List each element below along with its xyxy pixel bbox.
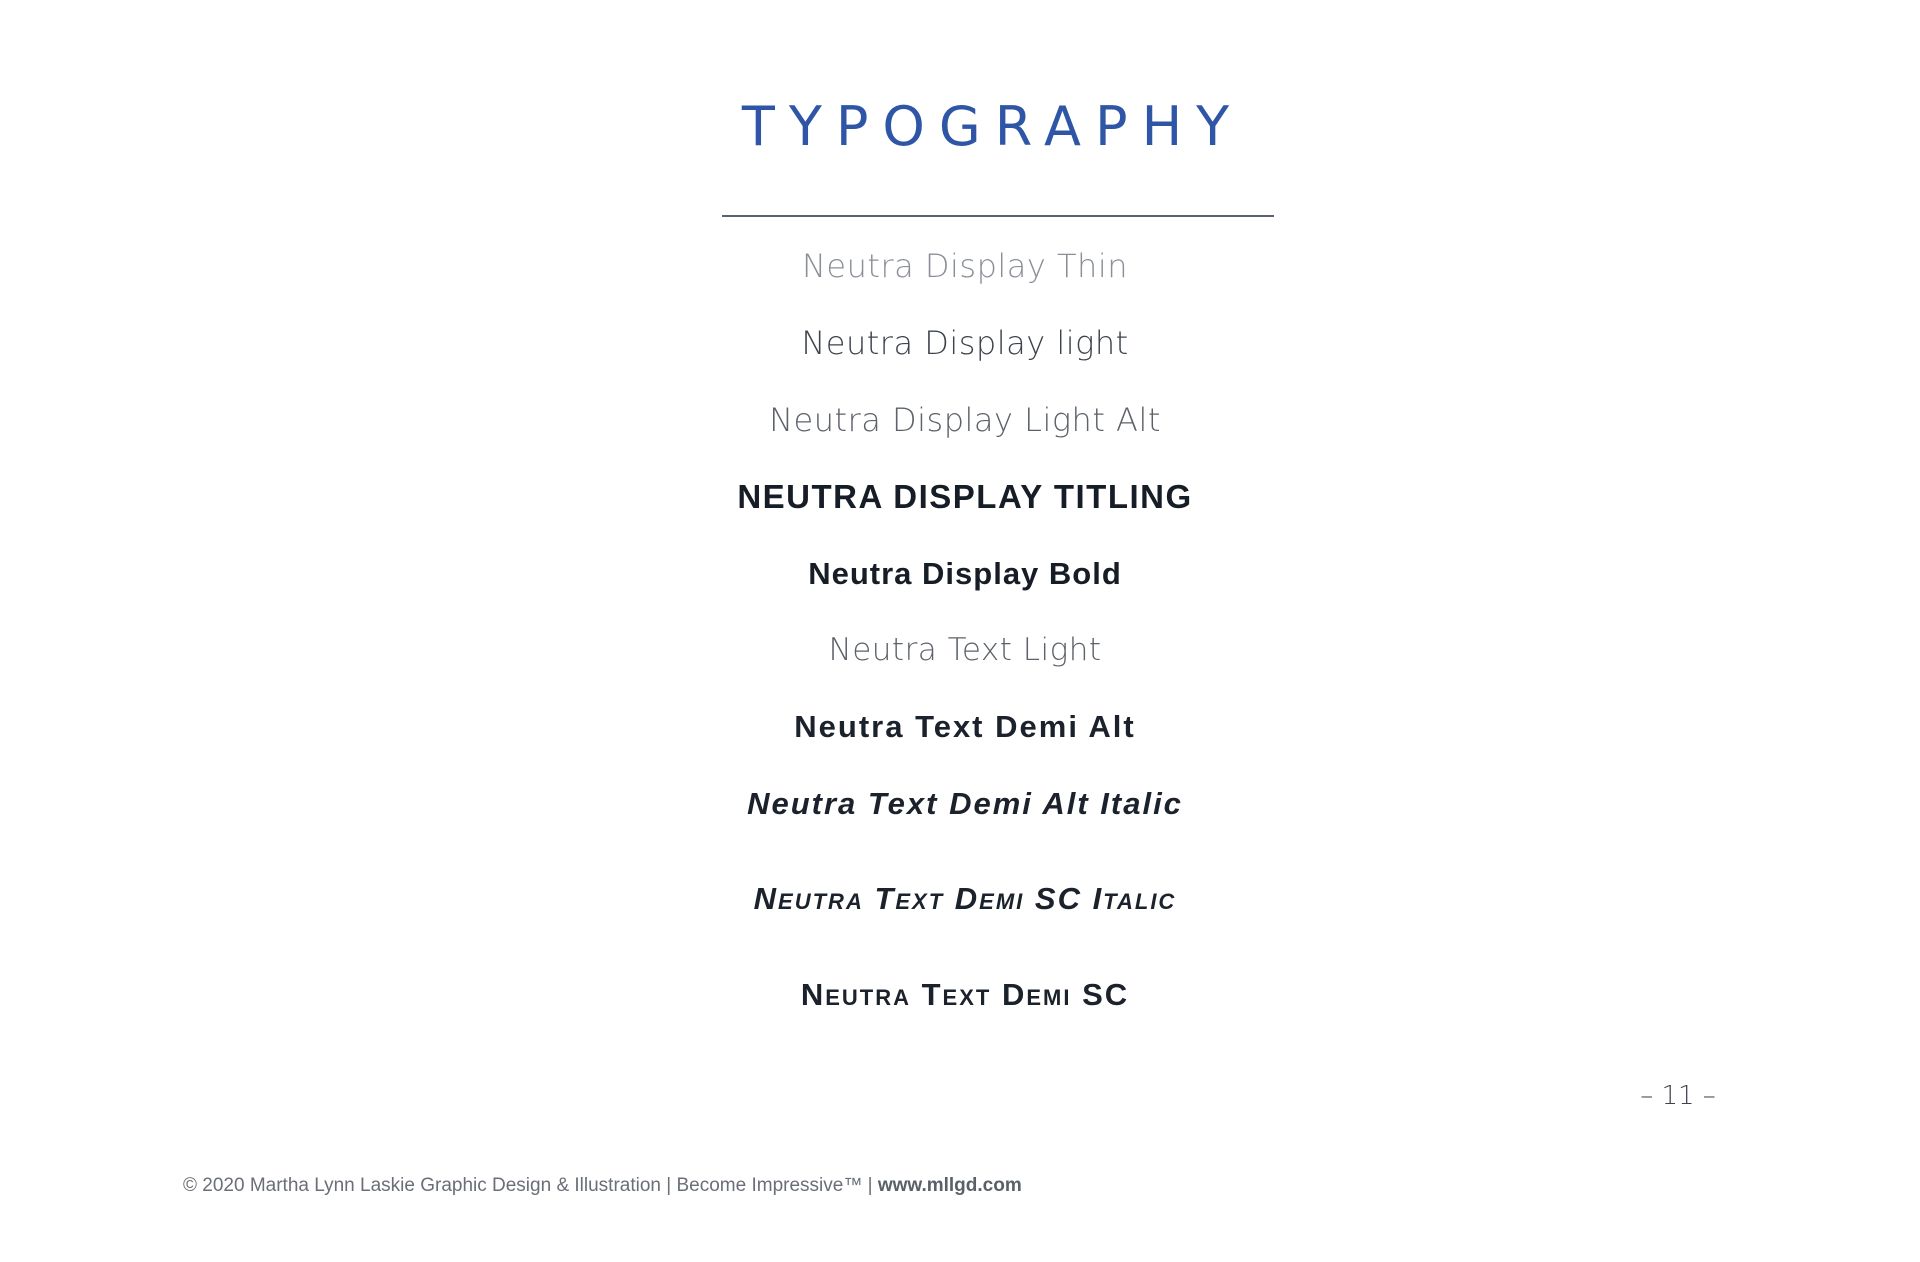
footer — [183, 1176, 1022, 1195]
footer-website-link[interactable]: www.mllgd.com — [877, 1175, 1022, 1196]
font-sample-display-titling: NEUTRA DISPLAY TITLING — [737, 478, 1193, 515]
font-sample-text-demi-alt-italic: Neutra Text Demi Alt Italic — [747, 786, 1183, 821]
font-sample-text-demi-sc-italic: Neutra Text Demi SC Italic — [753, 881, 1177, 916]
font-sample-text-light: Neutra Text Light — [828, 632, 1102, 668]
font-sample-display-bold: Neutra Display Bold — [808, 556, 1122, 591]
font-sample-display-light: Neutra Display light — [801, 324, 1129, 362]
font-sample-text-demi-alt: Neutra Text Demi Alt — [794, 709, 1136, 744]
font-sample-text-demi-sc: Neutra Text Demi SC — [800, 977, 1130, 1012]
font-sample-display-thin: Neutra Display Thin — [801, 247, 1128, 285]
footer-copyright: © 2020 Martha Lynn Laskie Graphic Design & Illustration | Become Impressive™ | — [183, 1175, 878, 1196]
font-sample-display-light-alt: Neutra Display Light Alt — [769, 401, 1161, 439]
page-title: TYPOGRAPHY — [741, 95, 1244, 158]
page-number: – 11 – — [1640, 1081, 1716, 1111]
